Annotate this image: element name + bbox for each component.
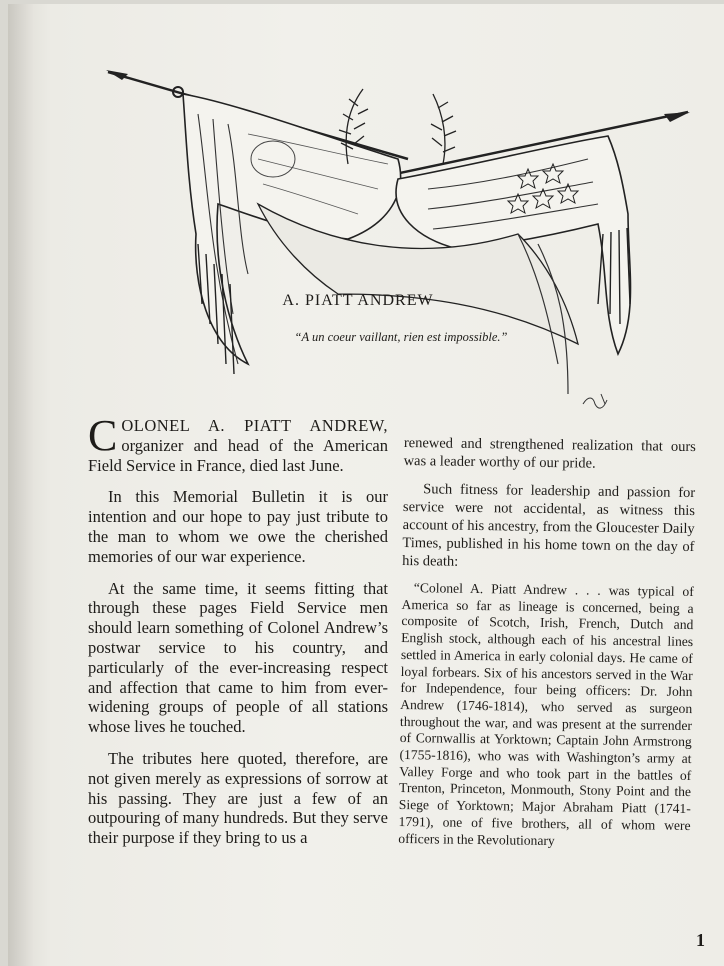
article-column-left [88, 411, 388, 860]
article-paragraph: At the same time, it seems fitting that through these pages Field Service men should learn something of Colonel Andrew’s postwar service to his country, and particularly of the ever-increasing respect and affection that came to him from ever-widening groups of people of all stations whose lives he touched. [88, 578, 388, 737]
article-column-right [398, 434, 696, 861]
newspaper-quote: “Colonel A. Piatt Andrew . . . was typical of America so far as lineage is concerned, being a composite of Scotch, Irish, French, Dutch and English stock, although each of his ancestral lines settled in America in early colonial days. He came of loyal forbears. Six of his ancestors served in the War for Independence, four being officers: Dr. John Andrew (1746-1814), who served as surgeon throughout the war, and was present at the surrender of Cornwallis at Yorktown; Captain John Armstrong (1755-1816), who was with Washington’s army at Valley Forge and who took part in the battles of Trenton, Princeton, Monmouth, Stony Point and the Siege of Yorktown; Major Abraham Piatt (1741-1791), one of five brothers, all of whom were officers in the Revolutionary [398, 580, 694, 848]
crossed-flags-illustration [98, 64, 698, 424]
bulletin-page [8, 4, 724, 966]
opening-paragraph-rest: organizer and head of the American Field Service in France, died last June. [88, 435, 388, 475]
drop-cap-letter: C [88, 411, 118, 460]
article-paragraph: In this Memorial Bulletin it is our intention and our hope to pay just tribute to the man to whom we owe the cherished memories of our war experience. [88, 487, 388, 566]
article-paragraph: The tributes here quoted, therefore, are not given merely as expressions of sorrow at his passing. They are just a few of an outpouring of many hundreds. But they serve their purpose if they bring to us a [88, 748, 388, 848]
article-paragraph: Such fitness for leadership and passion for service were not accidental, as witness this account of his ancestry, from the Gloucester Daily Times, published in his home town on the day of his death: [402, 481, 696, 570]
article-paragraph [88, 411, 388, 475]
opening-words: OLONEL A. PIATT ANDREW, [121, 416, 388, 435]
page-number: 1 [696, 930, 705, 950]
article-paragraph: renewed and strengthened realization that ours was a leader worthy of our pride. [403, 434, 696, 472]
memorial-name-heading: A. PIATT ANDREW [282, 292, 434, 309]
page-gutter-shadow [8, 4, 34, 966]
memorial-motto: “A un coeur vaillant, rien est impossible.” [294, 330, 508, 344]
